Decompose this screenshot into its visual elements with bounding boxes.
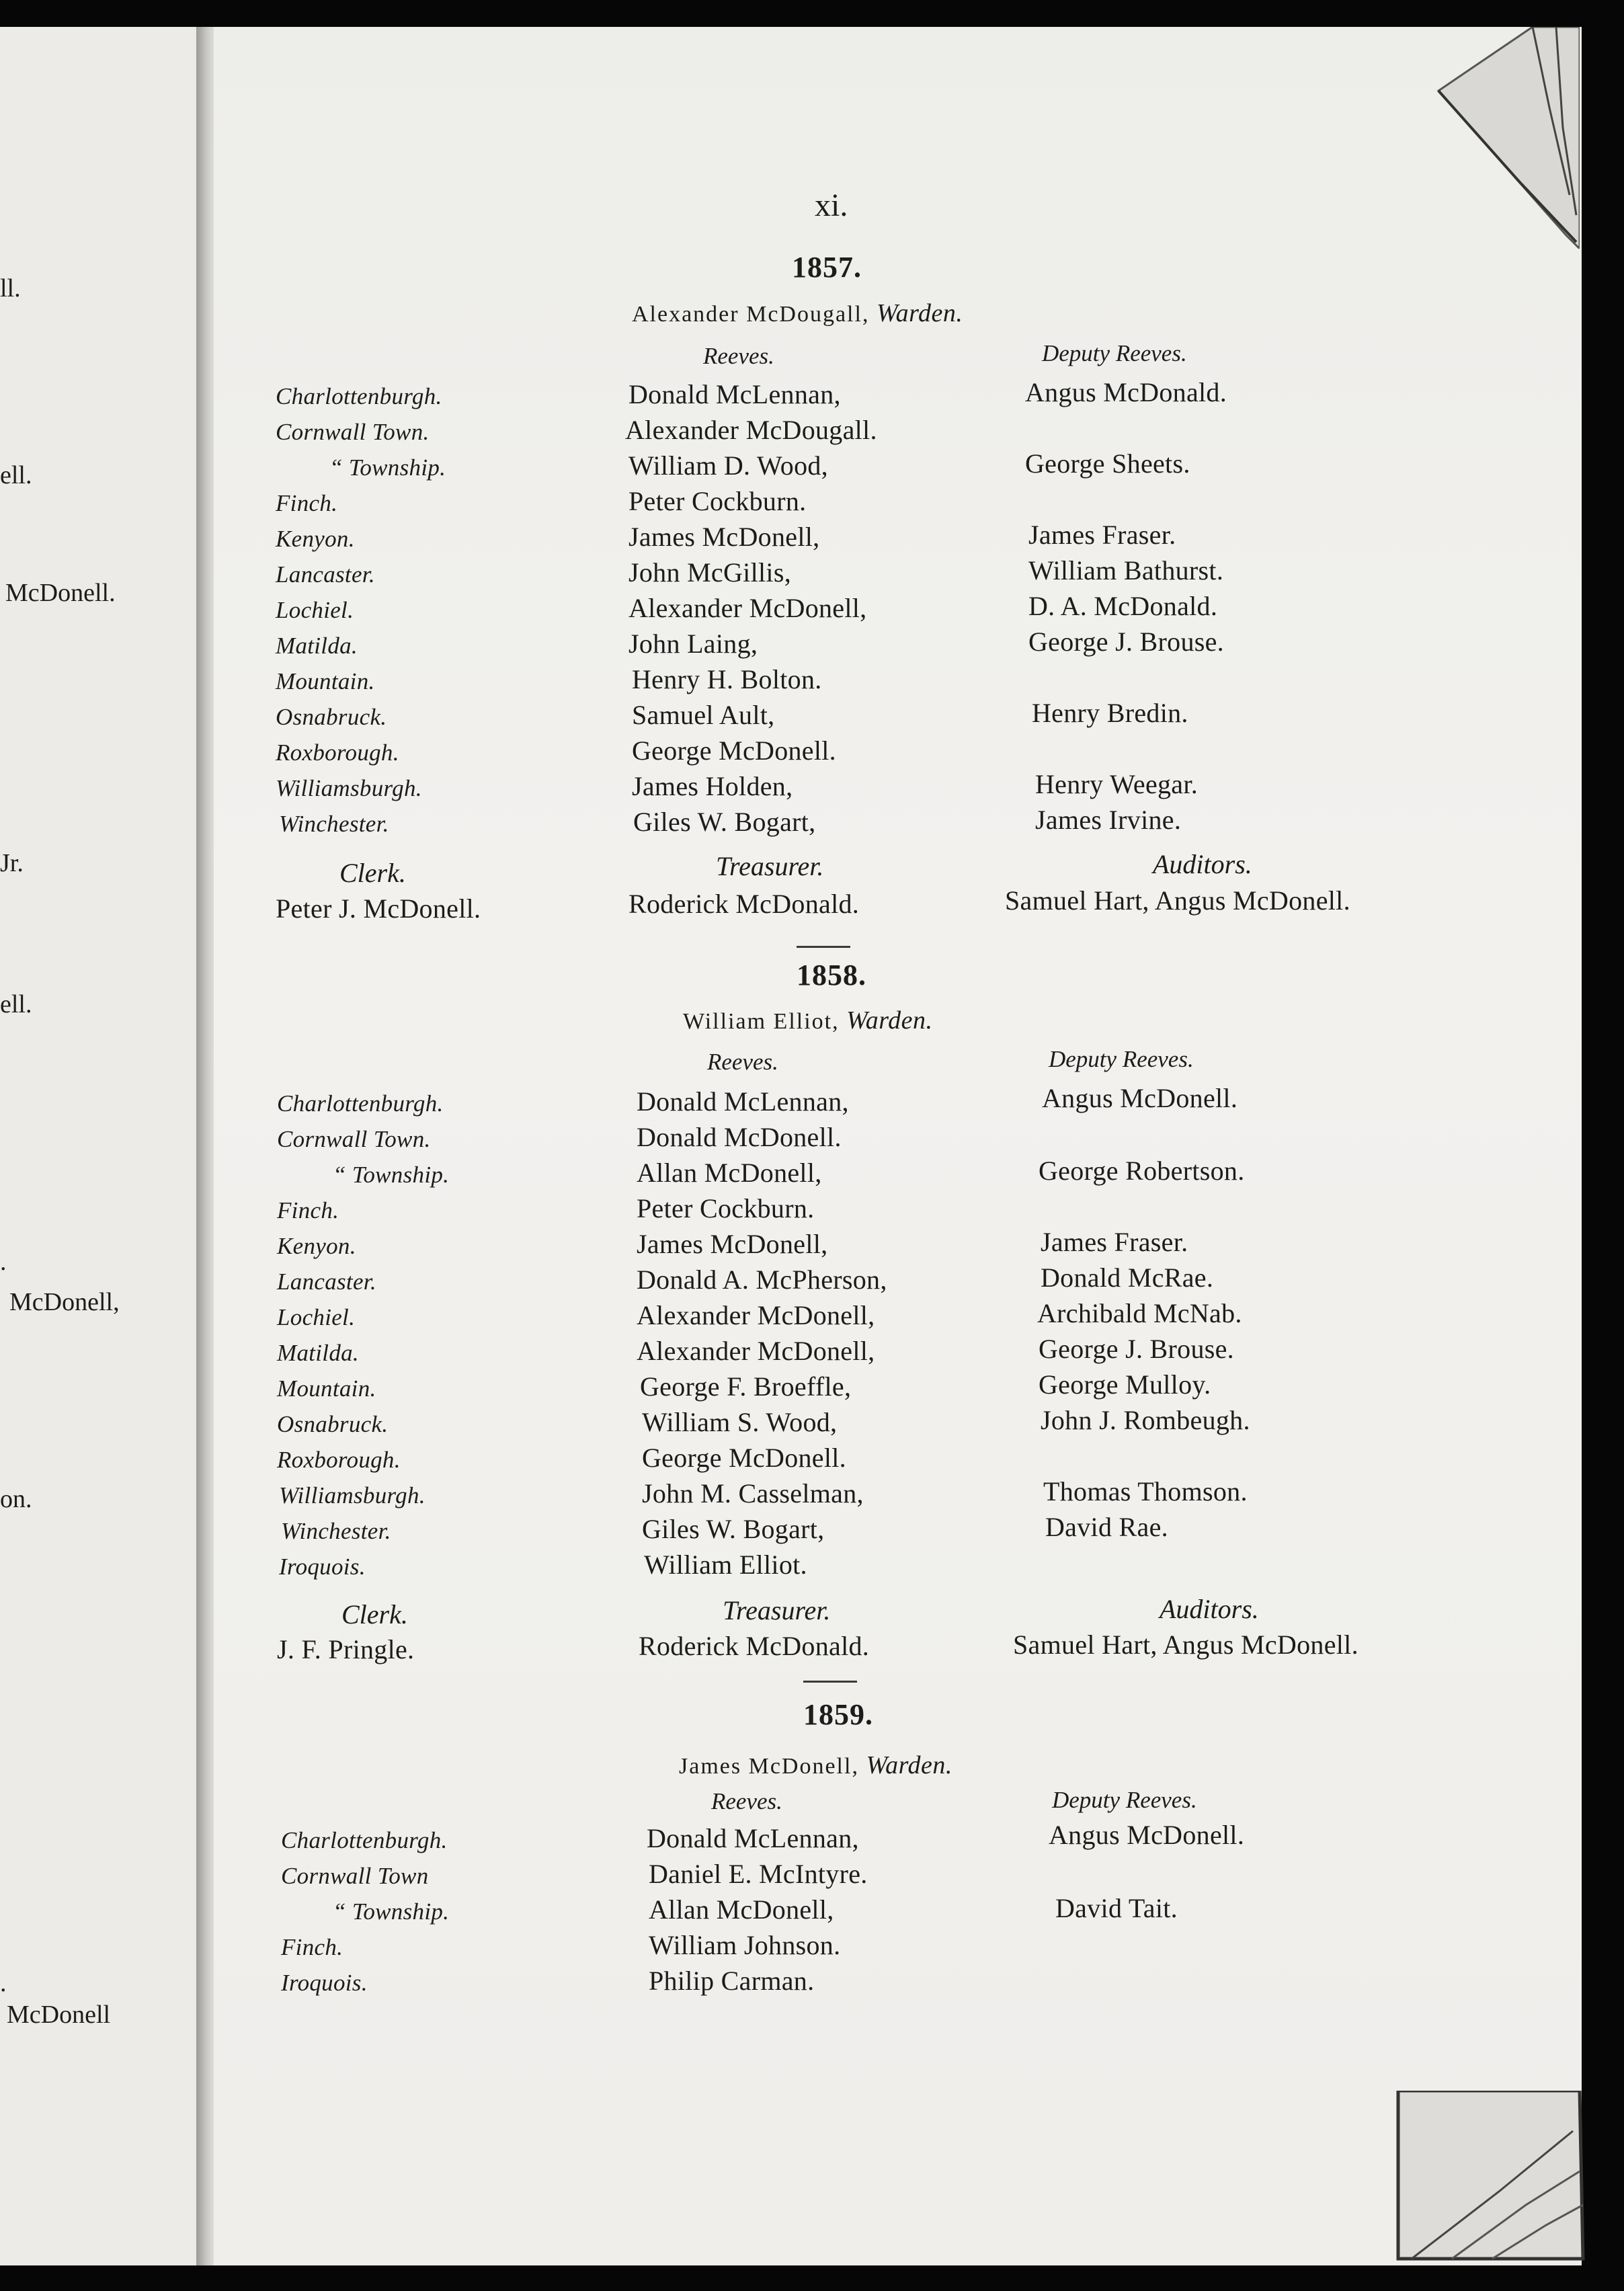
municipality: Lochiel. — [277, 1304, 356, 1330]
deputy-reeve-name: Henry Weegar. — [1035, 769, 1199, 799]
reeve-name: George F. Broeffle, — [640, 1371, 852, 1402]
reeve-name: James McDonell, — [637, 1229, 828, 1259]
reeve-name: Philip Carman. — [649, 1966, 815, 1996]
warden-name: James McDonell, — [679, 1754, 859, 1779]
auditors-names: Samuel Hart, Angus McDonell. — [1013, 1630, 1358, 1660]
facing-page-fragment: McDonell, — [9, 1288, 120, 1316]
deputy-reeve-name: Thomas Thomson. — [1043, 1476, 1248, 1506]
facing-page-fragment: . — [0, 1969, 7, 1997]
facing-page-fragment: . — [0, 1248, 7, 1276]
deputy-reeves-heading: Deputy Reeves. — [1049, 1046, 1194, 1072]
facing-page-edge — [0, 27, 196, 2265]
reeve-name: Alexander McDonell, — [637, 1336, 875, 1366]
municipality: Cornwall Town — [281, 1863, 429, 1889]
municipality: “ Township. — [333, 1898, 450, 1925]
torn-page-corner-bottom — [1391, 2091, 1586, 2265]
reeve-name: George McDonell. — [642, 1443, 846, 1473]
page-number: xi. — [815, 188, 848, 223]
reeve-name: Henry H. Bolton. — [632, 664, 822, 694]
deputy-reeve-name: William Bathurst. — [1028, 555, 1224, 586]
deputy-reeve-name: John J. Rombeugh. — [1041, 1405, 1250, 1435]
municipality: Osnabruck. — [276, 704, 387, 730]
deputy-reeve-name: George J. Brouse. — [1028, 627, 1224, 657]
section-year: 1858. — [797, 959, 866, 992]
warden-line — [683, 1006, 933, 1035]
reeve-name: James Holden, — [632, 771, 793, 801]
municipality: Finch. — [276, 490, 338, 516]
reeve-name: Giles W. Bogart, — [642, 1514, 825, 1544]
reeves-heading: Reeves. — [711, 1788, 782, 1814]
reeve-name: William Elliot. — [644, 1550, 807, 1580]
warden-title: Warden. — [876, 299, 963, 327]
reeve-name: William S. Wood, — [642, 1407, 838, 1437]
reeve-name: Alexander McDonell, — [628, 593, 867, 623]
warden-title: Warden. — [846, 1006, 933, 1035]
facing-page-fragment: McDonell. — [5, 579, 116, 607]
municipality: Winchester. — [281, 1518, 391, 1544]
clerk-name: Peter J. McDonell. — [276, 893, 481, 924]
deputy-reeve-name: James Irvine. — [1035, 805, 1182, 835]
reeve-name: Samuel Ault, — [632, 700, 775, 730]
section-year: 1859. — [803, 1698, 873, 1731]
facing-page-fragment: ll. — [0, 274, 21, 303]
warden-line — [679, 1751, 952, 1780]
municipality: Osnabruck. — [277, 1411, 389, 1437]
reeve-name: Allan McDonell, — [637, 1158, 822, 1188]
deputy-reeve-name: George Mulloy. — [1039, 1369, 1211, 1400]
facing-page-fragment: McDonell — [7, 2001, 111, 2029]
deputy-reeve-name: Donald McRae. — [1041, 1262, 1214, 1293]
deputy-reeve-name: David Tait. — [1055, 1893, 1178, 1923]
municipality: Matilda. — [276, 633, 358, 659]
warden-line — [632, 298, 963, 328]
deputy-reeve-name: Archibald McNab. — [1037, 1298, 1242, 1328]
deputy-reeve-name: Angus McDonell. — [1049, 1820, 1245, 1850]
facing-page-fragment: on. — [0, 1485, 32, 1513]
deputy-reeve-name: Henry Bredin. — [1032, 698, 1188, 728]
deputy-reeve-name: Angus McDonell. — [1042, 1083, 1238, 1113]
warden-name: William Elliot, — [683, 1009, 840, 1034]
section-divider — [803, 1681, 857, 1683]
deputy-reeve-name: David Rae. — [1045, 1512, 1168, 1542]
deputy-reeve-name: George Robertson. — [1039, 1156, 1245, 1186]
reeve-name: Alexander McDougall. — [625, 415, 877, 445]
municipality: Iroquois. — [279, 1554, 366, 1580]
reeve-name: Donald A. McPherson, — [637, 1264, 887, 1295]
section-divider — [797, 946, 850, 948]
municipality: Charlottenburgh. — [277, 1090, 444, 1117]
municipality: Iroquois. — [281, 1970, 368, 1996]
reeve-name: Peter Cockburn. — [628, 486, 807, 516]
treasurer-name: Roderick McDonald. — [639, 1631, 870, 1661]
deputy-reeves-heading: Deputy Reeves. — [1052, 1787, 1197, 1813]
municipality: Roxborough. — [277, 1447, 401, 1473]
municipality: Mountain. — [277, 1375, 376, 1402]
torn-page-corner-top — [1432, 27, 1580, 249]
facing-page-fragment: ell. — [0, 461, 32, 489]
reeves-heading: Reeves. — [703, 343, 774, 369]
deputy-reeve-name: Angus McDonald. — [1025, 377, 1227, 407]
reeve-name: John M. Casselman, — [642, 1478, 864, 1509]
municipality: Charlottenburgh. — [281, 1827, 448, 1853]
reeve-name: George McDonell. — [632, 735, 836, 766]
municipality: Cornwall Town. — [276, 419, 430, 445]
reeve-name: William D. Wood, — [628, 450, 828, 481]
municipality: Lancaster. — [277, 1269, 376, 1295]
warden-title: Warden. — [866, 1751, 952, 1779]
treasurer-heading: Treasurer. — [716, 851, 824, 881]
municipality: Finch. — [281, 1934, 343, 1960]
reeve-name: Donald McLennan, — [628, 379, 841, 409]
clerk-name: J. F. Pringle. — [277, 1634, 415, 1664]
deputy-reeve-name: George J. Brouse. — [1039, 1334, 1234, 1364]
municipality: Cornwall Town. — [277, 1126, 431, 1152]
reeve-name: James McDonell, — [628, 522, 820, 552]
deputy-reeve-name: D. A. McDonald. — [1028, 591, 1218, 621]
municipality: Finch. — [277, 1197, 339, 1223]
reeves-heading: Reeves. — [707, 1049, 778, 1075]
reeve-name: Daniel E. McIntyre. — [649, 1859, 868, 1889]
auditors-heading: Auditors. — [1160, 1594, 1259, 1624]
auditors-heading: Auditors. — [1153, 849, 1252, 879]
municipality: Winchester. — [279, 811, 389, 837]
municipality: Charlottenburgh. — [276, 383, 442, 409]
municipality: Lochiel. — [276, 597, 354, 623]
municipality: “ Township. — [329, 454, 446, 481]
treasurer-heading: Treasurer. — [723, 1595, 831, 1625]
treasurer-name: Roderick McDonald. — [628, 889, 860, 919]
municipality: Kenyon. — [276, 526, 355, 552]
clerk-heading: Clerk. — [339, 858, 406, 888]
reeve-name: John McGillis, — [628, 557, 791, 588]
reeve-name: Donald McLennan, — [647, 1823, 859, 1853]
section-year: 1857. — [792, 251, 862, 284]
reeve-name: Peter Cockburn. — [637, 1193, 815, 1223]
deputy-reeve-name: James Fraser. — [1041, 1227, 1188, 1257]
deputy-reeve-name: George Sheets. — [1025, 448, 1190, 479]
municipality: “ Township. — [333, 1162, 450, 1188]
reeve-name: Alexander McDonell, — [637, 1300, 875, 1330]
reeve-name: Giles W. Bogart, — [633, 807, 816, 837]
municipality: Mountain. — [276, 668, 375, 694]
reeve-name: William Johnson. — [649, 1930, 841, 1960]
municipality: Lancaster. — [276, 561, 375, 588]
book-gutter — [196, 27, 214, 2265]
deputy-reeve-name: James Fraser. — [1028, 520, 1176, 550]
reeve-name: John Laing, — [628, 629, 758, 659]
municipality: Kenyon. — [277, 1233, 356, 1259]
reeve-name: Donald McDonell. — [637, 1122, 842, 1152]
auditors-names: Samuel Hart, Angus McDonell. — [1005, 885, 1350, 916]
municipality: Williamsburgh. — [276, 775, 422, 801]
facing-page-fragment: Jr. — [0, 849, 24, 877]
deputy-reeves-heading: Deputy Reeves. — [1042, 340, 1187, 366]
municipality: Roxborough. — [276, 739, 399, 766]
reeve-name: Allan McDonell, — [649, 1894, 834, 1925]
facing-page-fragment: ell. — [0, 990, 32, 1018]
municipality: Matilda. — [277, 1340, 359, 1366]
reeve-name: Donald McLennan, — [637, 1086, 849, 1117]
warden-name: Alexander McDougall, — [632, 302, 870, 327]
municipality: Williamsburgh. — [279, 1482, 425, 1509]
clerk-heading: Clerk. — [341, 1599, 408, 1630]
